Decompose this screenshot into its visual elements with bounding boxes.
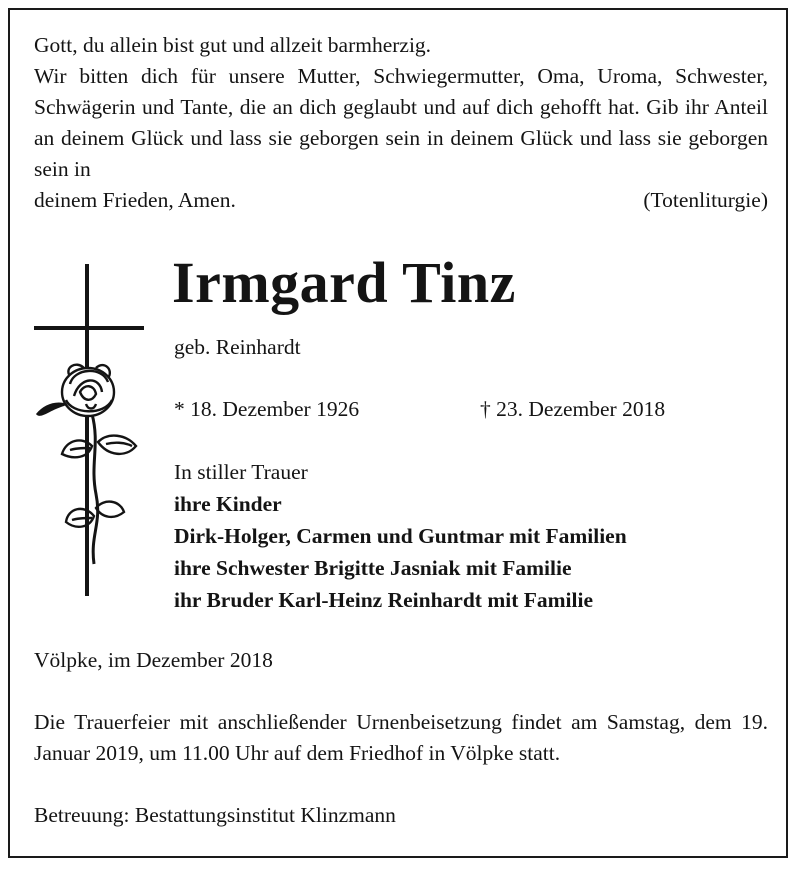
mourner-line: ihr Bruder Karl-Heinz Reinhardt mit Familie xyxy=(174,588,594,612)
birth-date: * 18. Dezember 1926 xyxy=(174,397,360,421)
prayer-text xyxy=(34,30,768,216)
place-and-date: Völpke, im Dezember 2018 xyxy=(34,648,273,672)
death-date: † 23. Dezember 2018 xyxy=(480,397,666,421)
cross-with-rose-icon xyxy=(30,264,150,604)
prayer-last-line xyxy=(34,185,768,216)
ceremony-info: Die Trauerfeier mit anschließender Urnenbeisetzung findet am Samstag, dem 19. Januar 2019, um 11.00 Uhr auf dem Friedhof in Völpke statt. xyxy=(34,710,768,765)
prayer-line-1: Gott, du allein bist gut und allzeit barmherzig. xyxy=(34,33,432,57)
prayer-line-2: Wir bitten dich für unsere Mutter, Schwiegermutter, Oma, Uroma, Schwester, Schwägerin und Tante, die an dich geglaubt und auf dich gehofft hat. Gib ihr Anteil an deinem Glück und lass sie geborgen sein in deinem Glück und lass sie geborgen sein in xyxy=(34,64,768,181)
mourners-block xyxy=(174,456,627,616)
deceased-name: Irmgard Tinz xyxy=(172,250,516,315)
funeral-home: Betreuung: Bestattungsinstitut Klinzmann xyxy=(34,803,396,827)
mourner-line: Dirk-Holger, Carmen und Guntmar mit Familien xyxy=(174,524,627,548)
birth-name: geb. Reinhardt xyxy=(174,335,301,359)
mourner-line: ihre Kinder xyxy=(174,492,282,516)
prayer-source: (Totenliturgie) xyxy=(643,188,768,212)
mourners-intro: In stiller Trauer xyxy=(174,460,308,484)
prayer-closing: deinem Frieden, Amen. xyxy=(34,188,236,212)
mourner-line: ihre Schwester Brigitte Jasniak mit Familie xyxy=(174,556,572,580)
